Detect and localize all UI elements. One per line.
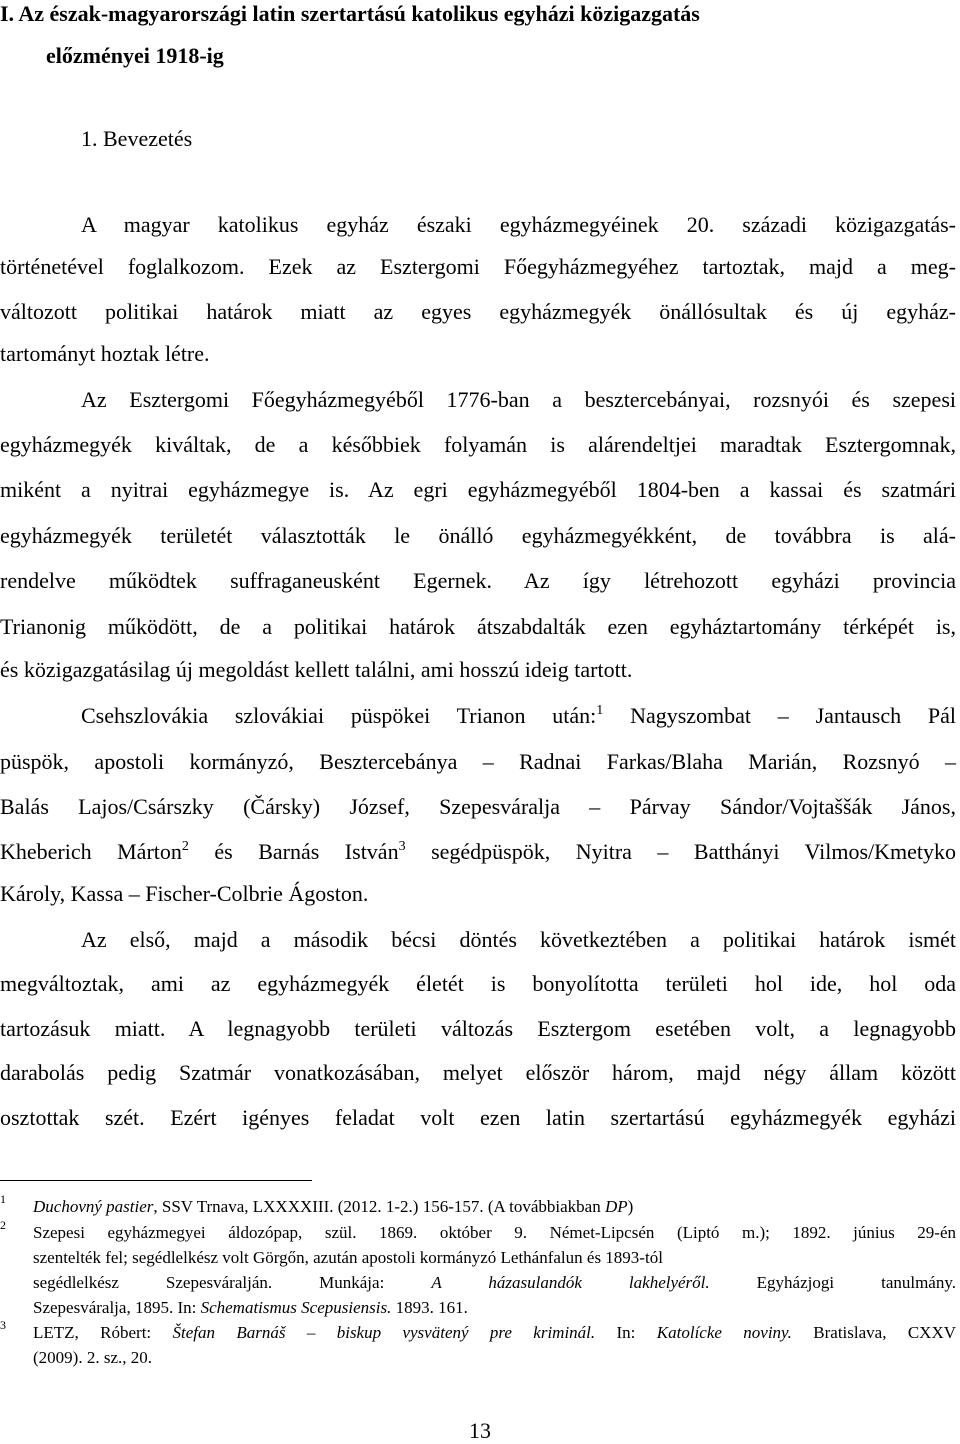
chapter-heading-line-2: előzményei 1918-ig: [46, 43, 224, 68]
footnote-2-line: Szepesváralja, 1895. In: Schematismus Scepusiensis. 1893. 161.: [33, 1298, 468, 1317]
footnote-number: 2: [0, 1218, 6, 1232]
footnote-2-line: segédlelkész Szepesváralján. Munkája: A házasulandók lakhelyéről. Egyházjogi tanulmány.: [33, 1273, 956, 1292]
body-line: darabolás pedig Szatmár vonatkozásában, melyet először három, majd négy állam között: [0, 1060, 956, 1085]
body-line: változott politikai határok miatt az egyes egyházmegyék önállósultak és új egyház-: [0, 299, 956, 324]
footnote-ref-1[interactable]: 1: [596, 703, 604, 718]
page-number: 13: [469, 1418, 491, 1443]
body-line: Károly, Kassa – Fischer-Colbrie Ágoston.: [0, 881, 369, 906]
footnote-3-line: (2009). 2. sz., 20.: [33, 1348, 152, 1367]
body-line: A magyar katolikus egyház északi egyházmegyéinek 20. századi közigazgatás-: [81, 212, 956, 237]
body-line: püspök, apostoli kormányzó, Besztercebánya – Radnai Farkas/Blaha Marián, Rozsnyó –: [0, 749, 956, 774]
footnote-2-line: szentelték fel; segédlelkész volt Görgőn, azután apostoli kormányzó Lethánfalun és 1893-tól: [33, 1248, 663, 1267]
body-line: Az Esztergomi Főegyházmegyéből 1776-ban a besztercebányai, rozsnyói és szepesi: [81, 387, 956, 412]
body-line: Az első, majd a második bécsi döntés következtében a politikai határok ismét: [81, 927, 956, 952]
body-line: és közigazgatásilag új megoldást kellett találni, ami hosszú ideig tartott.: [0, 657, 633, 682]
footnote-number: 1: [0, 1192, 6, 1206]
body-line: rendelve működtek suffraganeusként Egernek. Az így létrehozott egyházi provincia: [0, 568, 956, 593]
body-line: tartozásuk miatt. A legnagyobb területi változás Esztergom esetében volt, a legnagyobb: [0, 1016, 956, 1041]
body-line: egyházmegyék területét választották le önálló egyházmegyékként, de továbbra is alá-: [0, 523, 956, 548]
body-line: miként a nyitrai egyházmegye is. Az egri egyházmegyéből 1804-ben a kassai és szatmári: [0, 477, 956, 502]
body-line: Trianonig működött, de a politikai határok átszabdalták ezen egyháztartomány térképét is,: [0, 614, 956, 639]
footnote-number: 3: [0, 1318, 6, 1332]
section-heading: 1. Bevezetés: [81, 126, 193, 151]
footnote-2-line: Szepesi egyházmegyei áldozópap, szül. 1869. október 9. Német-Lipcsén (Liptó m.); 1892. június 29-én: [33, 1223, 956, 1242]
footnote-3-line: LETZ, Róbert: Štefan Barnáš – biskup vysvätený pre kriminál. In: Katolícke noviny. Bratislava, CXXV: [33, 1323, 956, 1342]
body-line: tartományt hoztak létre.: [0, 341, 210, 366]
body-line: történetével foglalkozom. Ezek az Esztergomi Főegyházmegyéhez tartoztak, majd a meg-: [0, 254, 956, 279]
body-line: osztottak szét. Ezért igényes feladat volt ezen latin szertartású egyházmegyék egyházi: [0, 1105, 956, 1130]
body-line: Kheberich Márton$^2$ és Barnás István$^3$ segédpüspök, Nyitra – Batthányi Vilmos/Kmetyko: [0, 839, 957, 864]
footnote-separator: [0, 1180, 312, 1181]
footnote-ref-3[interactable]: 3: [398, 839, 406, 854]
body-line: Csehszlovákia szlovákiai püspökei Trianon után:$^1$ Nagyszombat – Jantausch Pál: [81, 703, 957, 728]
body-line: Balás Lajos/Csárszky (Čársky) József, Szepesváralja – Párvay Sándor/Vojtaššák János,: [0, 794, 956, 819]
chapter-heading-line-1: I. Az észak-magyarországi latin szertartású katolikus egyházi közigazgatás: [0, 1, 700, 26]
footnote-ref-2[interactable]: 2: [181, 839, 189, 854]
body-line: egyházmegyék kiváltak, de a későbbiek folyamán is alárendeltjei maradtak Esztergomnak,: [0, 432, 956, 457]
footnote-1: Duchovný pastier, SSV Trnava, LXXXXIII. (2012. 1-2.) 156-157. (A továbbiakban DP): [33, 1197, 634, 1216]
body-line: megváltoztak, ami az egyházmegyék életét is bonyolította területi hol ide, hol oda: [0, 971, 956, 996]
